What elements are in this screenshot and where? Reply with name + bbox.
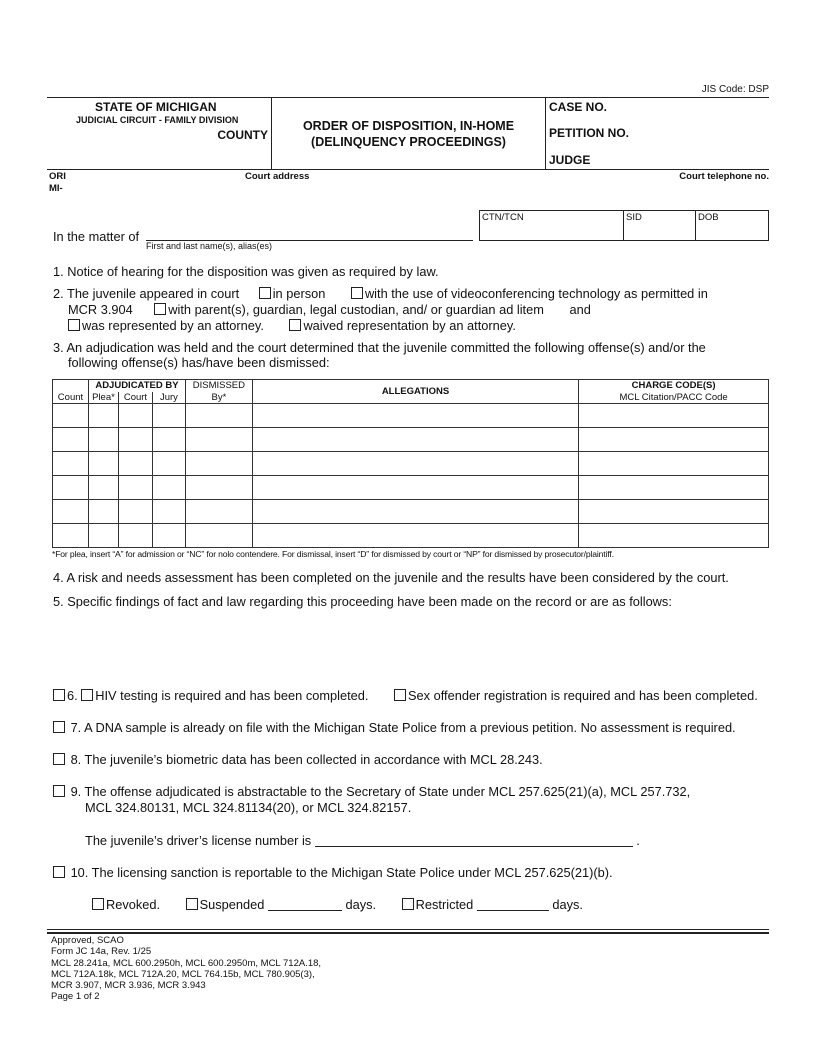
item-8-checkbox[interactable]: [53, 753, 65, 765]
judge-label: JUDGE: [549, 153, 591, 167]
footer-line: MCL 712A.18k, MCL 712A.20, MCL 764.15b, MCL 780.905(3),: [51, 968, 315, 980]
table-cell[interactable]: [152, 403, 185, 427]
sanction-line: [92, 897, 583, 912]
table-cell[interactable]: [185, 427, 252, 451]
dob-field[interactable]: [696, 211, 768, 240]
table-cell[interactable]: [579, 499, 769, 523]
restricted-checkbox[interactable]: [402, 898, 414, 910]
days-label: days.: [345, 897, 377, 912]
table-cell[interactable]: [185, 499, 252, 523]
table-cell[interactable]: [118, 403, 152, 427]
hiv-checkbox[interactable]: [81, 689, 93, 701]
table-cell[interactable]: [118, 427, 152, 451]
item-2-line-2: [68, 302, 591, 317]
table-cell[interactable]: [53, 475, 89, 499]
mcl-header: MCL Citation/PACC Code: [579, 392, 769, 404]
id-box: [479, 210, 769, 241]
table-cell[interactable]: [185, 475, 252, 499]
table-cell[interactable]: [53, 451, 89, 475]
item-3a: 3. An adjudication was held and the court determined that the juvenile committed the following offense(s) and/or the: [53, 340, 706, 355]
footer-line: MCL 28.241a, MCL 600.2950h, MCL 600.2950m, MCL 712A.18,: [51, 957, 322, 969]
item-2-text: 2. The juvenile appeared in court: [53, 286, 240, 301]
dob-label: DOB: [698, 212, 719, 223]
table-cell[interactable]: [579, 403, 769, 427]
restricted-days-field[interactable]: [477, 899, 549, 911]
plea-header: Plea*: [88, 392, 118, 404]
by-header: By*: [185, 392, 252, 404]
table-row: [53, 451, 769, 475]
table-cell[interactable]: [53, 523, 89, 547]
table-cell[interactable]: [579, 523, 769, 547]
table-cell[interactable]: [53, 427, 89, 451]
jis-code: JIS Code: DSP: [701, 84, 769, 95]
table-cell[interactable]: [53, 403, 89, 427]
footer-line: MCR 3.907, MCR 3.936, MCR 3.943: [51, 980, 206, 992]
table-cell[interactable]: [118, 451, 152, 475]
item-5: 5. Specific findings of fact and law regarding this proceeding have been made on the record or are as follows:: [53, 594, 672, 609]
sex-offender-label: Sex offender registration is required and has been completed.: [407, 688, 758, 703]
table-row: [53, 403, 769, 427]
case-no-label: CASE NO.: [549, 100, 608, 114]
sid-field[interactable]: [624, 211, 696, 240]
parents-checkbox[interactable]: [154, 303, 166, 315]
matter-caption: First and last name(s), alias(es): [146, 241, 273, 251]
in-person-label: in person: [272, 286, 326, 301]
ctn-field[interactable]: [480, 211, 624, 240]
suspended-days-field[interactable]: [268, 899, 342, 911]
table-cell[interactable]: [252, 427, 578, 451]
in-person-checkbox[interactable]: [259, 287, 271, 299]
item-7-text: 7. A DNA sample is already on file with the Michigan State Police from a previous petition. No assessment is required.: [70, 720, 736, 735]
table-cell[interactable]: [118, 523, 152, 547]
suspended-label: Suspended: [199, 897, 265, 912]
item-7: [53, 720, 736, 735]
table-cell[interactable]: [88, 523, 118, 547]
table-cell[interactable]: [252, 475, 578, 499]
license-label: The juvenile’s driver’s license number is: [85, 833, 312, 848]
table-cell[interactable]: [152, 523, 185, 547]
table-cell[interactable]: [252, 403, 578, 427]
table-cell[interactable]: [152, 499, 185, 523]
ori-label: ORI: [49, 171, 66, 182]
title-line-1: ORDER OF DISPOSITION, IN-HOME: [302, 119, 515, 133]
form-title: [272, 118, 545, 150]
allegations-table: [52, 379, 769, 548]
allegations-header: ALLEGATIONS: [252, 380, 578, 404]
adjudicated-by-header: ADJUDICATED BY: [88, 380, 185, 392]
county-label: COUNTY: [217, 128, 268, 142]
footer-text: [51, 935, 321, 1003]
table-row: [53, 499, 769, 523]
table-cell[interactable]: [152, 451, 185, 475]
table-cell[interactable]: [118, 499, 152, 523]
item-9: [53, 784, 690, 799]
mi-label: MI-: [49, 183, 63, 194]
item-3b: following offense(s) has/have been dismissed:: [68, 355, 330, 370]
item-6: [53, 688, 758, 703]
court-telephone-label: Court telephone no.: [679, 171, 769, 182]
waived-label: waived representation by an attorney.: [303, 318, 516, 333]
suspended-checkbox[interactable]: [186, 898, 198, 910]
days-label: days.: [552, 897, 583, 912]
item-2-line-3: [68, 318, 516, 333]
footer-line: Approved, SCAO: [51, 935, 124, 946]
item-2: [53, 286, 708, 301]
charge-codes-header: CHARGE CODE(S): [579, 380, 769, 392]
jury-header: Jury: [152, 392, 185, 404]
item-10-text: 10. The licensing sanction is reportable to the Michigan State Police under MCL 257.625(21)(b).: [70, 865, 613, 880]
license-line: The juvenile’s driver’s license number is .: [85, 833, 640, 848]
table-cell[interactable]: [88, 451, 118, 475]
item-6-checkbox[interactable]: [53, 689, 65, 701]
attorney-checkbox[interactable]: [68, 319, 80, 331]
table-row: [53, 427, 769, 451]
item-9-line-2: MCL 324.80131, MCL 324.81134(20), or MCL 324.82157.: [85, 800, 412, 815]
table-row: [53, 475, 769, 499]
revoked-checkbox[interactable]: [92, 898, 104, 910]
item-10-checkbox[interactable]: [53, 866, 65, 878]
table-cell[interactable]: [152, 427, 185, 451]
table-cell[interactable]: [252, 523, 578, 547]
videoconference-label: with the use of videoconferencing technology as permitted in: [364, 286, 708, 301]
sid-label: SID: [626, 212, 642, 223]
sex-offender-checkbox[interactable]: [394, 689, 406, 701]
dismissed-header: DISMISSED: [185, 380, 252, 392]
item-9-text: 9. The offense adjudicated is abstractable to the Secretary of State under MCL 257.625(21)(a), MCL 257.732,: [70, 784, 691, 799]
court-header: Court: [118, 392, 152, 404]
and-label: and: [569, 302, 591, 317]
table-cell[interactable]: [152, 475, 185, 499]
mcr-label: MCR 3.904: [68, 302, 133, 317]
table-cell[interactable]: [252, 451, 578, 475]
revoked-label: Revoked.: [106, 897, 161, 912]
ctn-label: CTN/TCN: [482, 212, 524, 223]
table-cell[interactable]: [579, 451, 769, 475]
waived-checkbox[interactable]: [289, 319, 301, 331]
license-number-field[interactable]: [315, 835, 633, 847]
item-7-checkbox[interactable]: [53, 721, 65, 733]
item-4: 4. A risk and needs assessment has been completed on the juvenile and the results have been considered by the court.: [53, 570, 729, 585]
item-8: [53, 752, 543, 767]
count-header: Count: [53, 380, 89, 404]
table-cell[interactable]: [53, 499, 89, 523]
court-address-label: Court address: [245, 171, 310, 182]
table-cell[interactable]: [185, 523, 252, 547]
table-row: [53, 523, 769, 547]
parents-label: with parent(s), guardian, legal custodian, and/ or guardian ad litem: [168, 302, 544, 317]
table-cell[interactable]: [118, 475, 152, 499]
title-line-2: (DELINQUENCY PROCEEDINGS): [311, 135, 506, 149]
item-1: 1. Notice of hearing for the disposition was given as required by law.: [53, 264, 439, 279]
table-cell[interactable]: [88, 499, 118, 523]
circuit-label: JUDICIAL CIRCUIT - FAMILY DIVISION: [76, 115, 239, 125]
state-label: STATE OF MICHIGAN: [95, 100, 217, 114]
matter-label: In the matter of: [53, 229, 140, 244]
table-footnote: *For plea, insert “A” for admission or “NC” for nolo contendere. For dismissal, insert “D” for dismissed by court or “NP” for dismissed by prosecutor/plaintiff.: [52, 549, 614, 559]
item-10: [53, 865, 613, 880]
table-cell[interactable]: [88, 403, 118, 427]
page-number: Page 1 of 2: [51, 991, 100, 1003]
item-8-text: 8. The juvenile’s biometric data has been collected in accordance with MCL 28.243.: [70, 752, 543, 767]
attorney-label: was represented by an attorney.: [82, 318, 264, 333]
footer-line: Form JC 14a, Rev. 1/25: [51, 946, 152, 958]
table-cell[interactable]: [88, 475, 118, 499]
petition-no-label: PETITION NO.: [549, 126, 630, 140]
videoconference-checkbox[interactable]: [351, 287, 363, 299]
hiv-label: HIV testing is required and has been completed.: [95, 688, 369, 703]
table-cell[interactable]: [579, 427, 769, 451]
table-cell[interactable]: [88, 427, 118, 451]
table-cell[interactable]: [185, 403, 252, 427]
item-9-checkbox[interactable]: [53, 785, 65, 797]
restricted-label: Restricted: [415, 897, 474, 912]
item-6-number: 6.: [67, 688, 78, 703]
table-cell[interactable]: [579, 475, 769, 499]
table-cell[interactable]: [252, 499, 578, 523]
table-cell[interactable]: [185, 451, 252, 475]
